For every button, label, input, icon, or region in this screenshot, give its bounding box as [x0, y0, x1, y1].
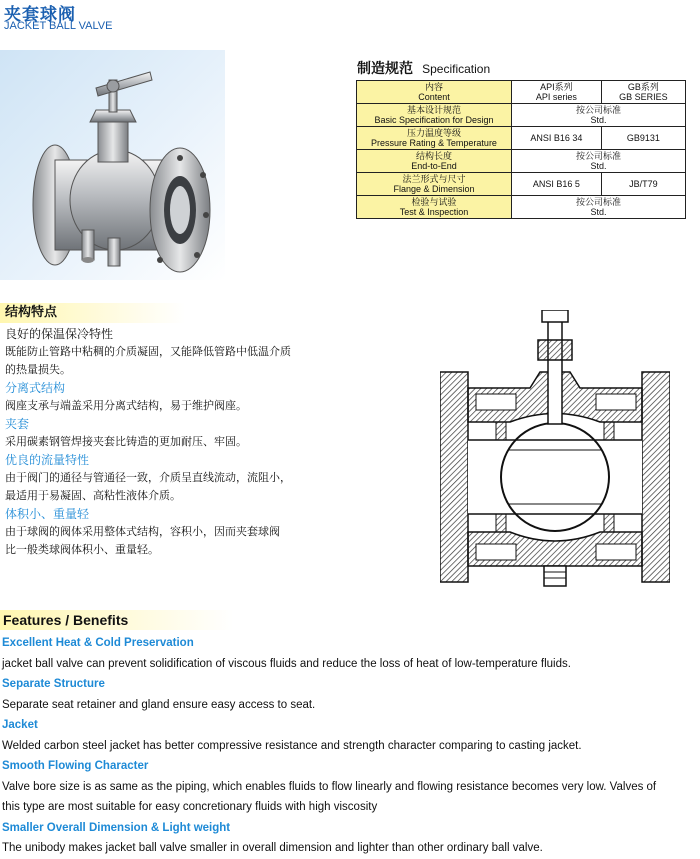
- table-cell-merged: 按公司标准 Std.: [512, 150, 686, 173]
- table-cell-gb: JB/T79: [601, 173, 685, 196]
- table-cell-api: API系列 API series: [512, 81, 602, 104]
- structure-item-text: 采用碳素钢管焊接夹套比铸造的更加耐压、牢固。: [5, 435, 247, 448]
- features-list: [2, 633, 692, 859]
- table-row: [357, 173, 686, 196]
- structure-item-title: 夹套: [5, 417, 30, 431]
- table-cell-gb: GB9131: [601, 127, 685, 150]
- feature-text: The unibody makes jacket ball valve smaller in overall dimension and lighter than other ordinary ball valve.: [2, 842, 543, 854]
- structure-item-text: 由于球阀的阀体采用整体式结构，容积小，因而夹套球阀: [5, 525, 280, 538]
- table-cell-api: ANSI B16 34: [512, 127, 602, 150]
- structure-heading: 结构特点: [0, 303, 185, 323]
- structure-item-text: 既能防止管路中粘稠的介质凝固，又能降低管路中低温介质: [5, 345, 291, 358]
- feature-title: Jacket: [2, 719, 38, 731]
- spec-table: [356, 80, 686, 219]
- feature-text: Welded carbon steel jacket has better compressive resistance and strength character comparing to casting jacket.: [2, 739, 582, 752]
- table-cell-merged: 按公司标准 Std.: [512, 196, 686, 219]
- feature-text: Separate seat retainer and gland ensure easy access to seat.: [2, 698, 316, 711]
- structure-item-text: 由于阀门的通径与管通径一致，介质呈直线流动，流阻小，: [5, 471, 291, 484]
- feature-title: Smaller Overall Dimension & Light weight: [2, 821, 231, 834]
- feature-text: Valve bore size is as same as the piping, which enables fluids to flow linearly and flowing resistance becomes very low. Valves of: [2, 780, 657, 793]
- structure-item-text: 比一般类球阀体积小、重量轻。: [5, 543, 159, 556]
- table-row: [357, 104, 686, 127]
- feature-title: Smooth Flowing Character: [2, 760, 149, 772]
- table-cell-label: 法兰形式与尺寸 Flange & Dimension: [357, 173, 512, 196]
- table-row: [357, 150, 686, 173]
- product-photo: [0, 50, 225, 280]
- feature-text: this type are most suitable for easy concretionary fluids with high viscosity: [2, 801, 378, 813]
- spec-heading-en: Specification: [422, 62, 491, 76]
- structure-item-text: 阀座支承与端盖采用分离式结构，易于维护阀座。: [5, 399, 247, 412]
- feature-text: jacket ball valve can prevent solidification of viscous fluids and reduce the loss of heat of low-temperature fluids.: [2, 657, 571, 670]
- page-subtitle: JACKET BALL VALVE: [4, 20, 113, 32]
- structure-item-title: 良好的保温保冷特性: [5, 327, 114, 341]
- feature-title: Separate Structure: [2, 678, 105, 690]
- page-title: 夹套球阀: [4, 5, 76, 25]
- valve-illustration: [0, 50, 225, 280]
- cross-section-diagram: [440, 310, 670, 594]
- structure-item-text: 的热量损失。: [5, 363, 71, 376]
- spec-heading-cn: 制造规范: [357, 61, 413, 77]
- cross-section-drawing: [440, 310, 670, 590]
- table-cell-label: 压力温度等级 Pressure Rating & Temperature: [357, 127, 512, 150]
- structure-item-text: 最适用于易凝固、高粘性液体介质。: [5, 489, 181, 502]
- table-row: [357, 127, 686, 150]
- table-row: [357, 81, 686, 104]
- table-cell-api: ANSI B16 5: [512, 173, 602, 196]
- table-cell-merged: 按公司标准 Std.: [512, 104, 686, 127]
- structure-item-title: 优良的流量特性: [5, 453, 90, 467]
- features-heading: Features / Benefits: [0, 610, 233, 630]
- table-cell-label: 结构长度 End-to-End: [357, 150, 512, 173]
- table-cell-label: 内容 Content: [357, 81, 512, 104]
- table-cell-label: 检验与试验 Test & Inspection: [357, 196, 512, 219]
- table-cell-gb: GB系列 GB SERIES: [601, 81, 685, 104]
- feature-title: Excellent Heat & Cold Preservation: [2, 637, 194, 649]
- structure-item-title: 体积小、重量轻: [5, 507, 90, 521]
- table-row: [357, 196, 686, 219]
- table-cell-label: 基本设计规范 Basic Specification for Design: [357, 104, 512, 127]
- structure-item-title: 分离式结构: [5, 381, 66, 395]
- structure-list: [5, 325, 365, 559]
- spec-heading: [357, 58, 490, 78]
